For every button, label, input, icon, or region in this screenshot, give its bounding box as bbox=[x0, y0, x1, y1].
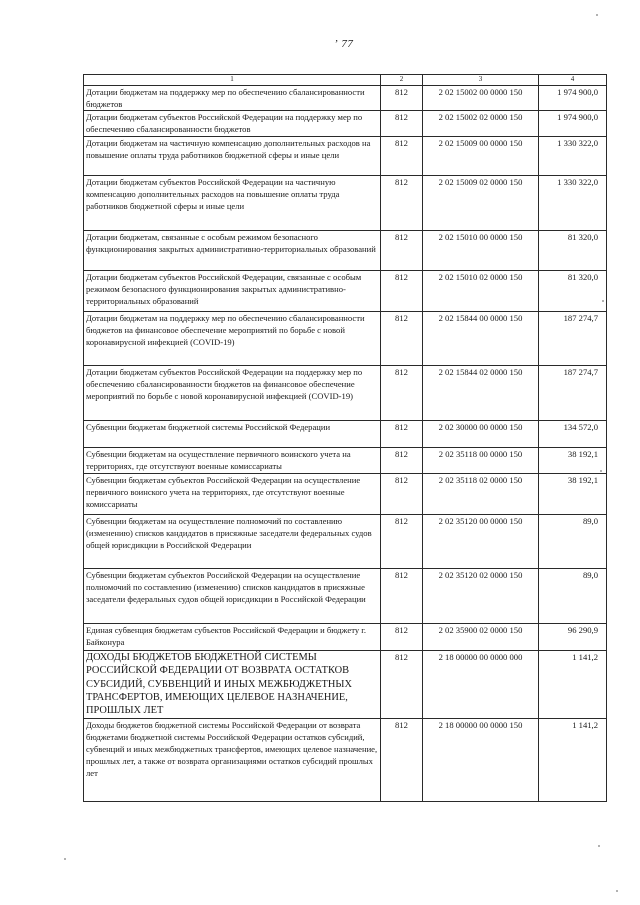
amount: 134 572,0 bbox=[539, 421, 607, 448]
revenue-name: Дотации бюджетам, связанные с особым режимом безопасного функционирования закрытых административно-территориальных образований bbox=[84, 231, 381, 271]
amount: 38 192,1 bbox=[539, 474, 607, 515]
table-row bbox=[84, 231, 607, 271]
admin-code: 812 bbox=[381, 474, 423, 515]
scan-speck bbox=[596, 14, 598, 16]
table-row bbox=[84, 515, 607, 569]
admin-code: 812 bbox=[381, 137, 423, 176]
table-row bbox=[84, 718, 607, 801]
admin-code: 812 bbox=[381, 231, 423, 271]
column-number-4: 4 bbox=[539, 75, 607, 86]
page-number bbox=[334, 38, 353, 50]
admin-code: 812 bbox=[381, 111, 423, 137]
budget-revenue-table bbox=[83, 74, 607, 802]
revenue-name: Субвенции бюджетам на осуществление полномочий по составлению (изменению) списков кандидатов в присяжные заседатели федеральных судов общей юрисдикции в Российской Федерации bbox=[84, 515, 381, 569]
budget-classification-code: 2 02 30000 00 0000 150 bbox=[423, 421, 539, 448]
table-row bbox=[84, 366, 607, 421]
revenue-name: Дотации бюджетам на поддержку мер по обеспечению сбалансированности бюджетов на финансовое обеспечение мероприятий по борьбе с новой коронавирусной инфекцией (COVID-19) bbox=[84, 312, 381, 366]
budget-classification-code: 2 18 00000 00 0000 150 bbox=[423, 718, 539, 801]
amount: 1 141,2 bbox=[539, 718, 607, 801]
amount: 1 330 322,0 bbox=[539, 137, 607, 176]
admin-code: 812 bbox=[381, 421, 423, 448]
amount: 81 320,0 bbox=[539, 271, 607, 312]
table-row bbox=[84, 271, 607, 312]
table-row bbox=[84, 137, 607, 176]
column-number-2: 2 bbox=[381, 75, 423, 86]
table-row bbox=[84, 421, 607, 448]
amount: 187 274,7 bbox=[539, 366, 607, 421]
page-number-value: 77 bbox=[341, 38, 354, 50]
admin-code: 812 bbox=[381, 312, 423, 366]
budget-classification-code: 2 02 35118 02 0000 150 bbox=[423, 474, 539, 515]
amount: 38 192,1 bbox=[539, 448, 607, 474]
revenue-name: Доходы бюджетов бюджетной системы Российской Федерации от возврата бюджетами бюджетной системы Российской Федерации остатков субсидий, субвенций и иных межбюджетных трансфертов, имеющих целевое назначение, прошлых лет, а также от возврата организациями остатков субсидий прошлых лет bbox=[84, 718, 381, 801]
admin-code: 812 bbox=[381, 651, 423, 718]
column-number-row bbox=[84, 75, 607, 86]
table-row bbox=[84, 569, 607, 624]
table-row bbox=[84, 624, 607, 651]
amount: 1 330 322,0 bbox=[539, 176, 607, 231]
scan-speck bbox=[616, 890, 618, 892]
column-number-3: 3 bbox=[423, 75, 539, 86]
admin-code: 812 bbox=[381, 515, 423, 569]
revenue-name: Дотации бюджетам субъектов Российской Федерации на поддержку мер по обеспечению сбалансированности бюджетов bbox=[84, 111, 381, 137]
admin-code: 812 bbox=[381, 86, 423, 111]
revenue-name: Дотации бюджетам на поддержку мер по обеспечению сбалансированности бюджетов bbox=[84, 86, 381, 111]
revenue-name: Субвенции бюджетам субъектов Российской Федерации на осуществление первичного воинского учета на территориях, где отсутствуют военные комиссариаты bbox=[84, 474, 381, 515]
budget-classification-code: 2 02 15009 00 0000 150 bbox=[423, 137, 539, 176]
admin-code: 812 bbox=[381, 366, 423, 421]
budget-classification-code: 2 02 35120 02 0000 150 bbox=[423, 569, 539, 624]
budget-classification-code: 2 02 35118 00 0000 150 bbox=[423, 448, 539, 474]
budget-classification-code: 2 02 15844 02 0000 150 bbox=[423, 366, 539, 421]
table-row bbox=[84, 176, 607, 231]
revenue-name: Дотации бюджетам на частичную компенсацию дополнительных расходов на повышение оплаты труда работников бюджетной сферы и иные цели bbox=[84, 137, 381, 176]
table-row bbox=[84, 312, 607, 366]
amount: 1 974 900,0 bbox=[539, 111, 607, 137]
budget-classification-code: 2 02 15002 00 0000 150 bbox=[423, 86, 539, 111]
table-row bbox=[84, 474, 607, 515]
budget-classification-code: 2 02 35900 02 0000 150 bbox=[423, 624, 539, 651]
table-row bbox=[84, 448, 607, 474]
revenue-name: ДОХОДЫ БЮДЖЕТОВ БЮДЖЕТНОЙ СИСТЕМЫ РОССИЙСКОЙ ФЕДЕРАЦИИ ОТ ВОЗВРАТА ОСТАТКОВ СУБСИДИЙ, СУБВЕНЦИЙ И ИНЫХ МЕЖБЮДЖЕТНЫХ ТРАНСФЕРТОВ, ИМЕЮЩИХ ЦЕЛЕВОЕ НАЗНАЧЕНИЕ, ПРОШЛЫХ ЛЕТ bbox=[84, 651, 381, 718]
admin-code: 812 bbox=[381, 271, 423, 312]
scan-speck bbox=[64, 858, 66, 860]
table-row bbox=[84, 86, 607, 111]
amount: 1 141,2 bbox=[539, 651, 607, 718]
table-row bbox=[84, 651, 607, 718]
amount: 1 974 900,0 bbox=[539, 86, 607, 111]
scan-speck bbox=[602, 300, 604, 302]
revenue-name: Субвенции бюджетам бюджетной системы Российской Федерации bbox=[84, 421, 381, 448]
budget-classification-code: 2 02 15010 00 0000 150 bbox=[423, 231, 539, 271]
page-number-mark: ʼ bbox=[334, 38, 342, 50]
budget-classification-code: 2 18 00000 00 0000 000 bbox=[423, 651, 539, 718]
revenue-name: Дотации бюджетам субъектов Российской Федерации, связанные с особым режимом безопасного функционирования закрытых административно-территориальных образований bbox=[84, 271, 381, 312]
budget-classification-code: 2 02 15002 02 0000 150 bbox=[423, 111, 539, 137]
column-number-1: 1 bbox=[84, 75, 381, 86]
budget-classification-code: 2 02 35120 00 0000 150 bbox=[423, 515, 539, 569]
budget-classification-code: 2 02 15844 00 0000 150 bbox=[423, 312, 539, 366]
admin-code: 812 bbox=[381, 624, 423, 651]
admin-code: 812 bbox=[381, 176, 423, 231]
revenue-name: Единая субвенция бюджетам субъектов Российской Федерации и бюджету г. Байконура bbox=[84, 624, 381, 651]
budget-classification-code: 2 02 15010 02 0000 150 bbox=[423, 271, 539, 312]
amount: 81 320,0 bbox=[539, 231, 607, 271]
scan-speck bbox=[600, 470, 602, 472]
revenue-name: Субвенции бюджетам субъектов Российской Федерации на осуществление полномочий по составлению (изменению) списков кандидатов в присяжные заседатели федеральных судов общей юрисдикции в Российской Федерации bbox=[84, 569, 381, 624]
admin-code: 812 bbox=[381, 718, 423, 801]
admin-code: 812 bbox=[381, 569, 423, 624]
amount: 89,0 bbox=[539, 515, 607, 569]
amount: 187 274,7 bbox=[539, 312, 607, 366]
table-row bbox=[84, 111, 607, 137]
amount: 89,0 bbox=[539, 569, 607, 624]
amount: 96 290,9 bbox=[539, 624, 607, 651]
revenue-name: Дотации бюджетам субъектов Российской Федерации на поддержку мер по обеспечению сбалансированности бюджетов на финансовое обеспечение мероприятий по борьбе с новой коронавирусной инфекцией (COVID-19) bbox=[84, 366, 381, 421]
revenue-name: Дотации бюджетам субъектов Российской Федерации на частичную компенсацию дополнительных расходов на повышение оплаты труда работников бюджетной сферы и иные цели bbox=[84, 176, 381, 231]
revenue-name: Субвенции бюджетам на осуществление первичного воинского учета на территориях, где отсутствуют военные комиссариаты bbox=[84, 448, 381, 474]
scan-speck bbox=[598, 845, 600, 847]
budget-classification-code: 2 02 15009 02 0000 150 bbox=[423, 176, 539, 231]
admin-code: 812 bbox=[381, 448, 423, 474]
